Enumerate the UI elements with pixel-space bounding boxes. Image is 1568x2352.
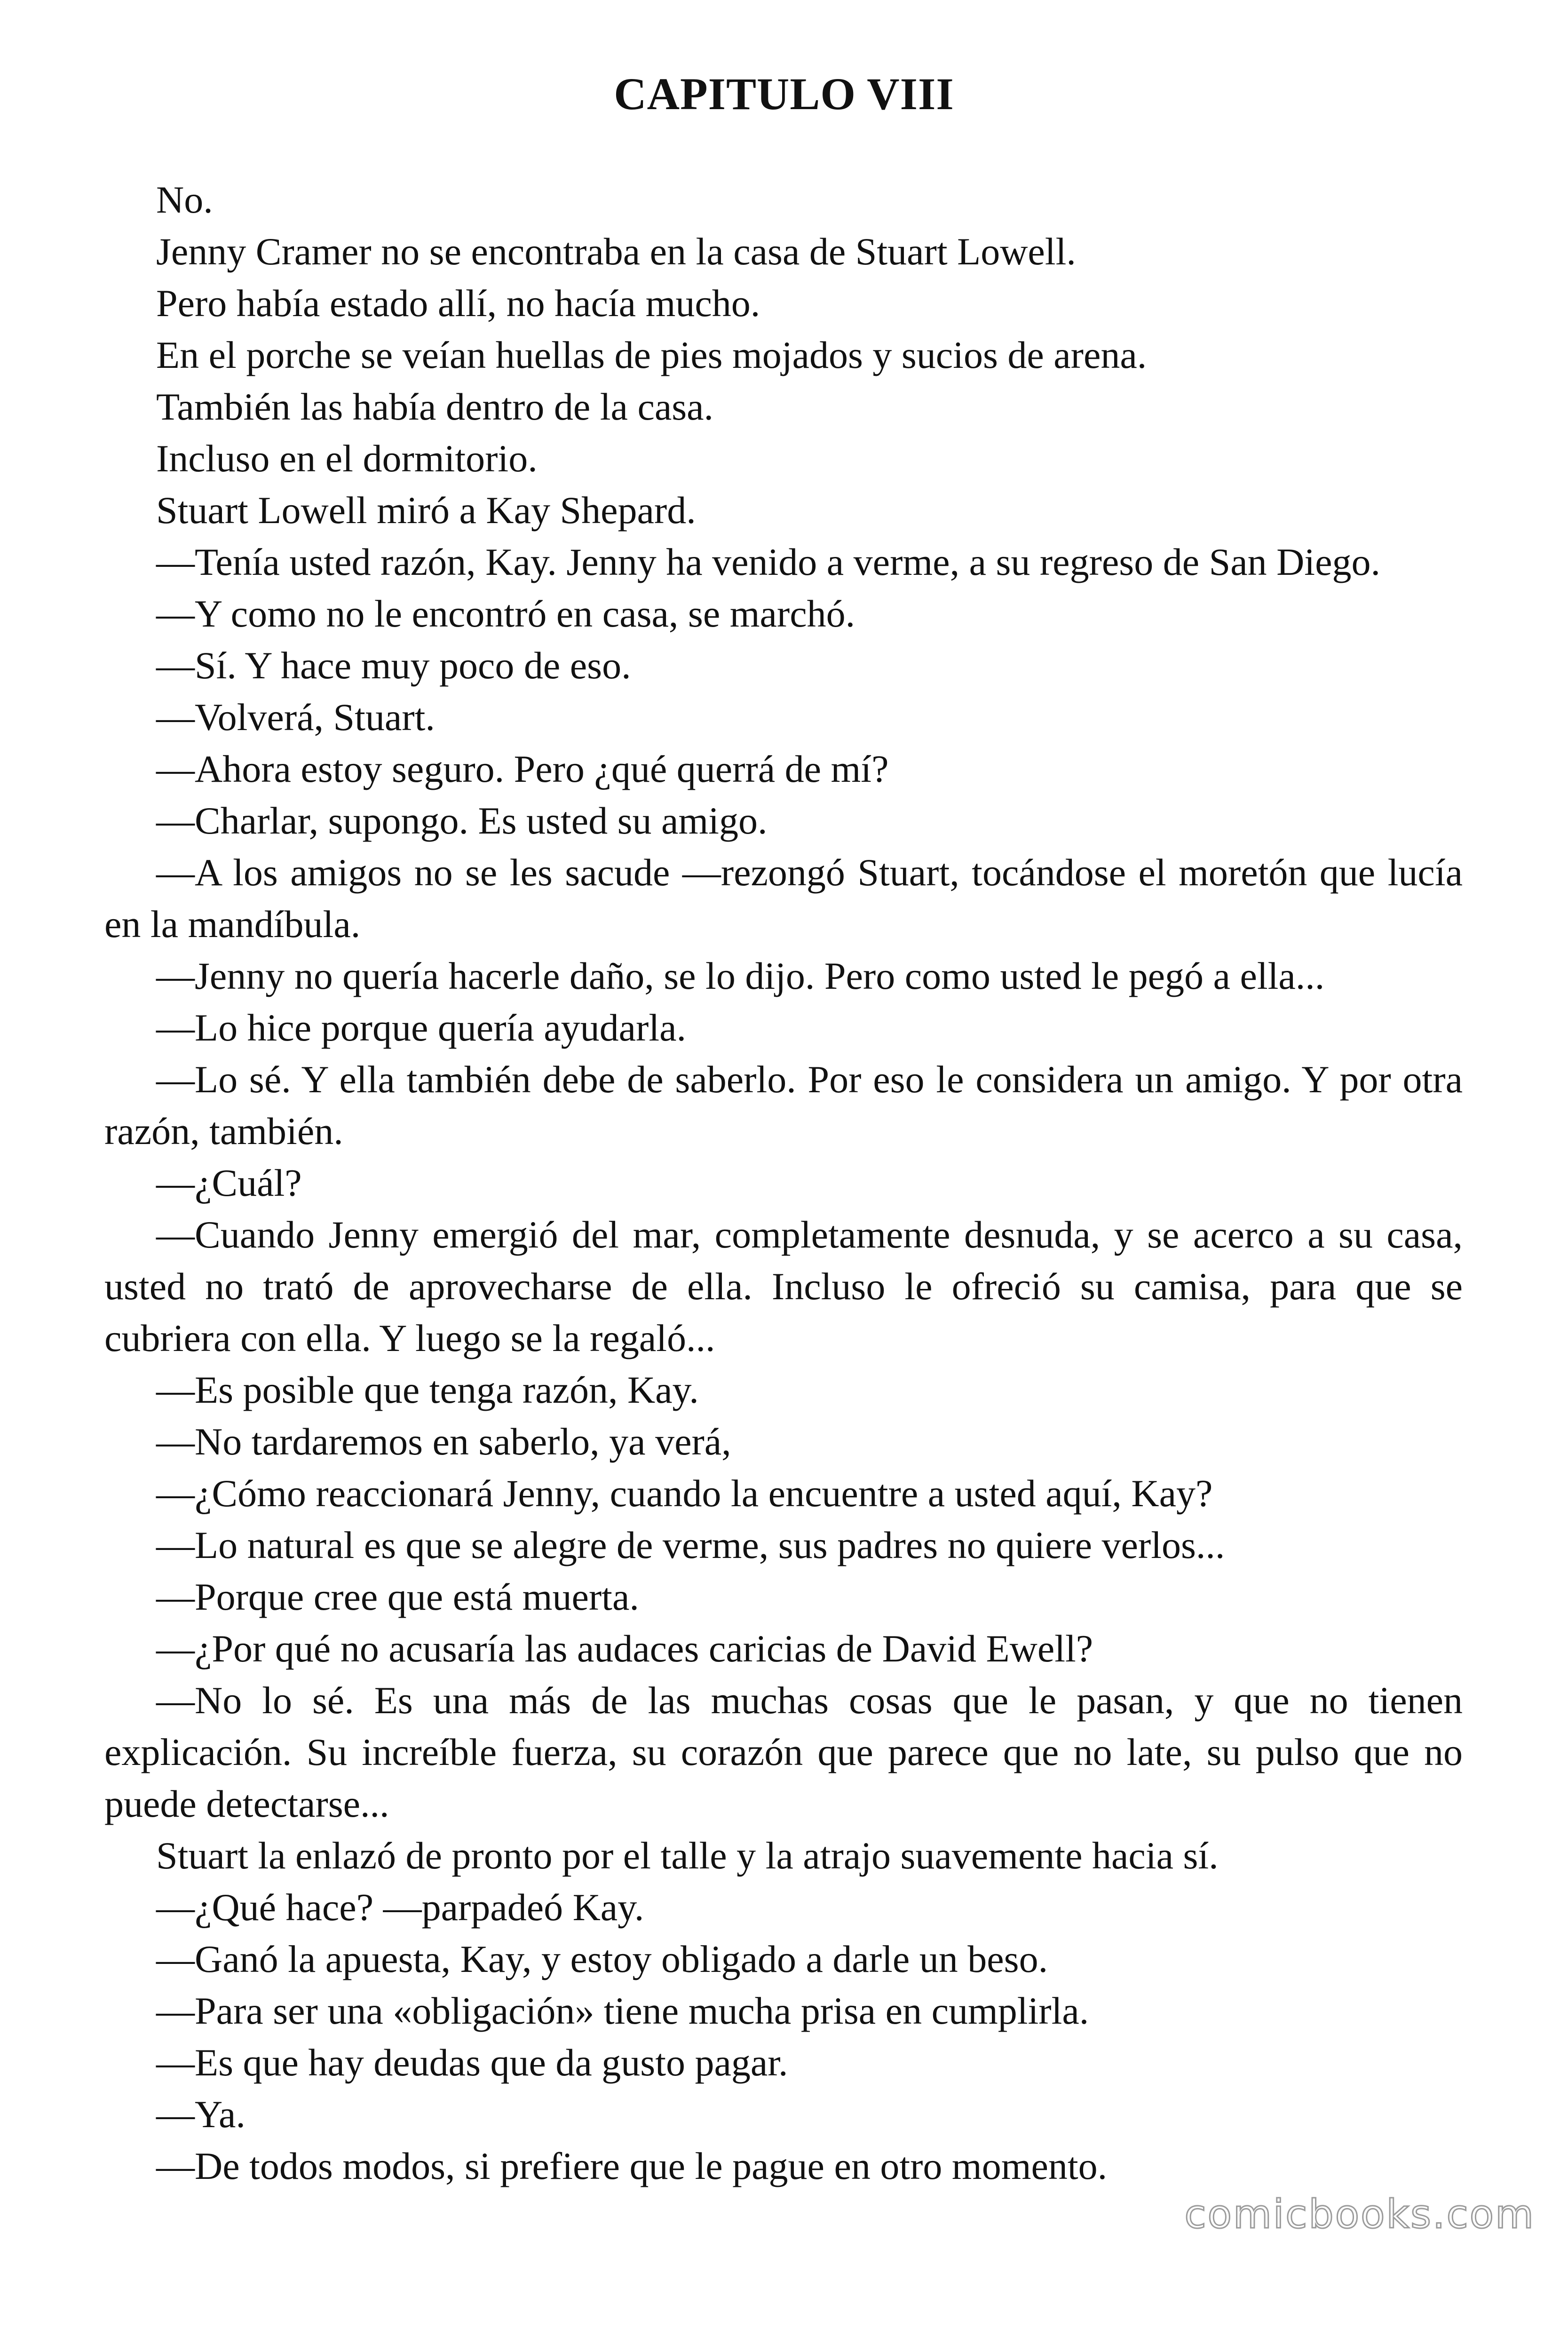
chapter-body-text — [104, 174, 1463, 2192]
paragraph: —Cuando Jenny emergió del mar, completamente desnuda, y se acerco a su casa, usted no trató de aprovecharse de ella. Incluso le ofreció su camisa, para que se cubriera con ella. Y luego se la regaló... — [104, 1213, 1463, 1359]
paragraph: —Porque cree que está muerta. — [156, 1575, 639, 1618]
paragraph: En el porche se veían huellas de pies mojados y sucios de arena. — [156, 334, 1147, 376]
paragraph: —Jenny no quería hacerle daño, se lo dijo. Pero como usted le pegó a ella... — [156, 954, 1325, 997]
watermark: comicbooks.com — [1184, 2191, 1535, 2237]
paragraph: —No lo sé. Es una más de las muchas cosas que le pasan, y que no tienen explicación. Su increíble fuerza, su corazón que parece que no late, su pulso que no puede detectarse... — [104, 1679, 1463, 1825]
paragraph: Jenny Cramer no se encontraba en la casa de Stuart Lowell. — [156, 230, 1076, 273]
paragraph: —Ganó la apuesta, Kay, y estoy obligado a darle un beso. — [156, 1938, 1048, 1980]
paragraph: —Sí. Y hace muy poco de eso. — [156, 644, 631, 687]
paragraph: Pero había estado allí, no hacía mucho. — [156, 282, 760, 325]
chapter-title: CAPITULO VIII — [614, 69, 954, 119]
paragraph: Stuart Lowell miró a Kay Shepard. — [156, 489, 696, 532]
paragraph: —Charlar, supongo. Es usted su amigo. — [156, 799, 768, 842]
paragraph: —Volverá, Stuart. — [156, 696, 435, 739]
paragraph: —¿Por qué no acusaría las audaces caricias de David Ewell? — [156, 1627, 1093, 1670]
paragraph: Stuart la enlazó de pronto por el talle y la atrajo suavemente hacia sí. — [156, 1834, 1219, 1877]
paragraph: También las había dentro de la casa. — [156, 385, 714, 428]
paragraph: —Ya. — [156, 2093, 245, 2136]
paragraph: —Lo hice porque quería ayudarla. — [156, 1006, 687, 1049]
paragraph: —Ahora estoy seguro. Pero ¿qué querrá de mí? — [156, 747, 889, 790]
paragraph: No. — [156, 178, 213, 221]
paragraph: —No tardaremos en saberlo, ya verá, — [156, 1420, 731, 1463]
paragraph: —Tenía usted razón, Kay. Jenny ha venido a verme, a su regreso de San Diego. — [156, 540, 1380, 583]
paragraph: —De todos modos, si prefiere que le pague en otro momento. — [156, 2145, 1108, 2187]
paragraph: —¿Qué hace? —parpadeó Kay. — [156, 1886, 644, 1929]
paragraph: —A los amigos no se les sacude —rezongó Stuart, tocándose el moretón que lucía en la mandíbula. — [104, 851, 1463, 946]
paragraph: —Lo natural es que se alegre de verme, sus padres no quiere verlos... — [156, 1524, 1225, 1566]
paragraph: —Es que hay deudas que da gusto pagar. — [156, 2041, 788, 2084]
paragraph: —Y como no le encontró en casa, se marchó. — [156, 592, 855, 635]
paragraph: Incluso en el dormitorio. — [156, 437, 538, 480]
paragraph: —Es posible que tenga razón, Kay. — [156, 1368, 699, 1411]
paragraph: —¿Cuál? — [156, 1161, 302, 1204]
paragraph: —Lo sé. Y ella también debe de saberlo. Por eso le considera un amigo. Y por otra razón, también. — [104, 1058, 1463, 1152]
paragraph: —¿Cómo reaccionará Jenny, cuando la encuentre a usted aquí, Kay? — [156, 1472, 1213, 1515]
paragraph: —Para ser una «obligación» tiene mucha prisa en cumplirla. — [156, 1989, 1089, 2032]
